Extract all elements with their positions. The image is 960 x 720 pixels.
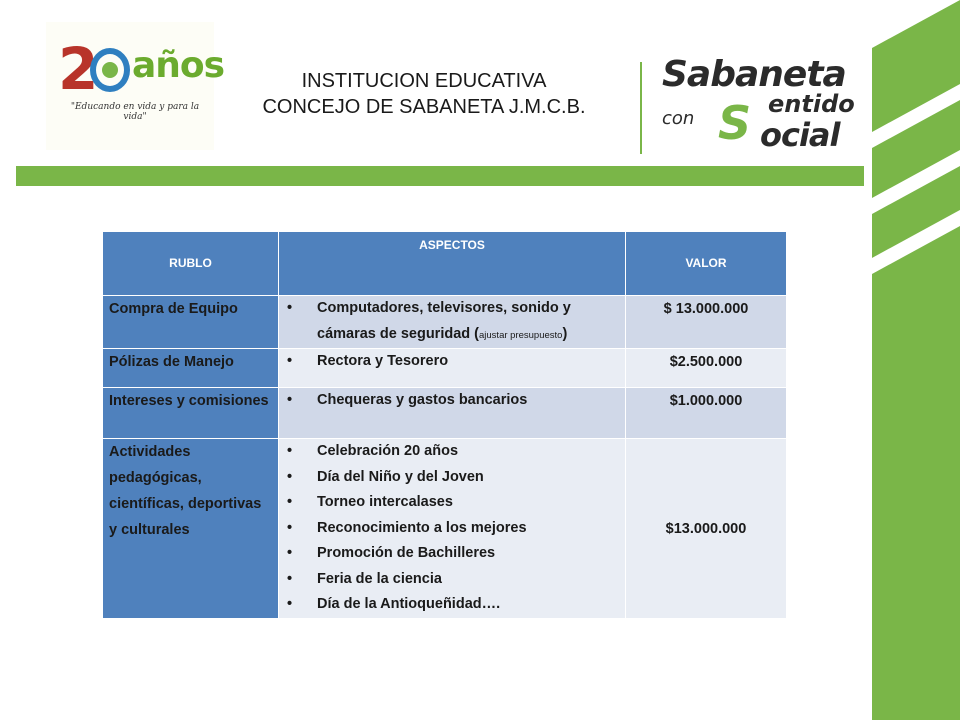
- logo-ocial-word: ocial: [760, 116, 840, 154]
- aspectos-cell: [279, 296, 626, 349]
- logo-tagline: "Educando en vida y para la vida": [70, 102, 200, 122]
- sabaneta-logo: [656, 50, 866, 160]
- aspectos-cell: [279, 439, 626, 619]
- table-row: [103, 296, 787, 349]
- institution-title: [214, 68, 634, 120]
- aspect-close: ): [562, 325, 568, 342]
- budget-table: [102, 231, 787, 619]
- header-rubro: [103, 232, 279, 296]
- logo-number: 2: [58, 35, 95, 103]
- logo-con-word: con: [662, 108, 695, 129]
- table-row: [103, 439, 787, 619]
- valor-cell: $2.500.000: [626, 349, 787, 388]
- rubro-cell: Compra de Equipo: [103, 296, 279, 349]
- header-rubro-label: RUBLO: [169, 256, 212, 270]
- logo-sabaneta-word: Sabaneta: [662, 54, 846, 95]
- valor-cell: $13.000.000: [626, 439, 787, 619]
- aspectos-list: [279, 349, 625, 375]
- logo-globe-icon: [90, 48, 130, 92]
- header-divider: [640, 62, 642, 154]
- logo-word: años: [132, 45, 225, 86]
- aspect-note: ajustar presupuesto: [479, 329, 563, 341]
- aspect-text: Computadores, televisores, sonido y cámaras de seguridad (: [317, 300, 571, 342]
- institution-title-line2: CONCEJO DE SABANETA J.M.C.B.: [262, 96, 586, 118]
- table-header-row: [103, 232, 787, 296]
- institution-title-line1: INSTITUCION EDUCATIVA: [301, 70, 547, 92]
- valor-cell: $ 13.000.000: [626, 296, 787, 349]
- rubro-cell: Intereses y comisiones: [103, 388, 279, 439]
- header-valor-label: VALOR: [685, 256, 727, 270]
- header-aspectos: [279, 232, 626, 296]
- chevron-decoration: [872, 0, 960, 720]
- list-item: • Chequeras y gastos bancarios: [317, 388, 617, 414]
- aspectos-cell: [279, 349, 626, 388]
- list-item: • Torneo intercalases: [317, 490, 617, 516]
- table-row: [103, 349, 787, 388]
- list-item: • Reconocimiento a los mejores: [317, 516, 617, 542]
- rubro-cell: Pólizas de Manejo: [103, 349, 279, 388]
- header-aspectos-label: ASPECTOS: [419, 238, 485, 252]
- table-row: [103, 388, 787, 439]
- aspectos-list: [279, 439, 625, 618]
- logo-entido-word: entido: [768, 90, 855, 118]
- rubro-cell: Actividades pedagógicas, científicas, deportivas y culturales: [103, 439, 279, 619]
- header-green-bar: [16, 166, 864, 186]
- valor-cell: $1.000.000: [626, 388, 787, 439]
- header-valor: [626, 232, 787, 296]
- list-item: • Promoción de Bachilleres: [317, 541, 617, 567]
- list-item: • Rectora y Tesorero: [317, 349, 617, 375]
- list-item: • Día del Niño y del Joven: [317, 465, 617, 491]
- school-anniversary-logo: [46, 22, 225, 150]
- list-item: [317, 296, 617, 348]
- aspectos-cell: [279, 388, 626, 439]
- aspectos-list: [279, 296, 625, 348]
- list-item: • Día de la Antioqueñidad….: [317, 592, 617, 618]
- logo-s-letter: S: [718, 96, 752, 150]
- list-item: • Celebración 20 años: [317, 439, 617, 465]
- aspectos-list: [279, 388, 625, 414]
- list-item: • Feria de la ciencia: [317, 567, 617, 593]
